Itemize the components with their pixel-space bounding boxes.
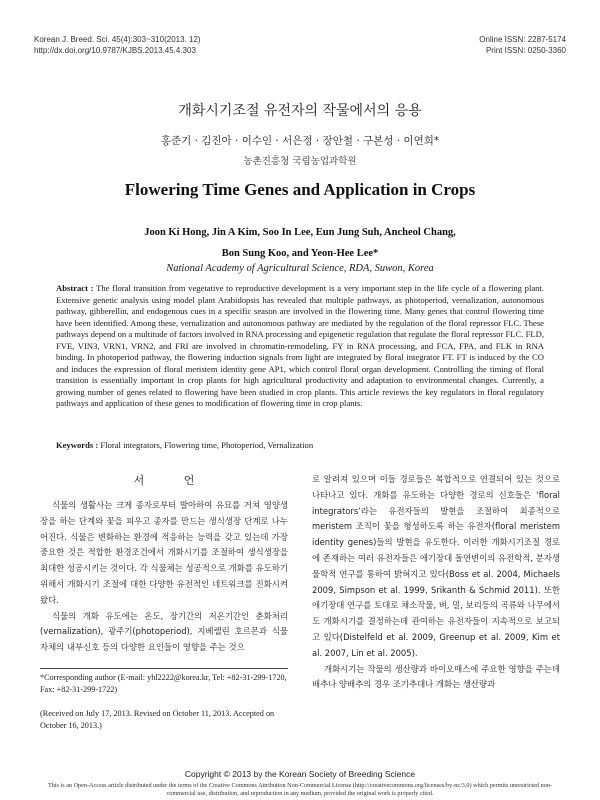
affiliation-korean: 농촌진흥청 국립농업과학원: [243, 156, 357, 167]
abstract: [56, 283, 544, 410]
issn-header: [479, 34, 566, 56]
abstract-text: The floral transition from vegetative to reproductive development is a very important step in the life cycle of a flowering plant. Extensive genetic analysis using model plant Arabidopsis has revealed that multiple pathways, as photoperiod, vernalization, autonomous pathway, gibberellin, and endogenous cues in a specific season are involved in the flowering time. Many genes that control flowering time have been identified. Among these, vernalization and autonomous pathway are mediated by the regulation of the floral repressor FLC. These pathways depend on a multitude of factors involved in RNA processing and epigenetic regulation that regulate the floral repressor FLC. FLD, FVE, VIN3, VRN1, VRN2, and FRI are involved in chromatin-remodeling, FY in RNA processing, and FCA, FPA, and FLK in RNA binding. In photoperiod pathway, the flowering induction signals from light are integrated by floral integrator FT. FT is induced by the CO and induces the expression of floral meristem identity gene AP1, which control floral organ development. Controlling the timing of floral transition is essentially important in crop plants for high agricultural productivity and adaptation to environmental changes. Currently, a growing number of genes related to flowering have been studied in crop plants. This article reviews the key regulators in floral regulatory pathways and application of these genes to modification of flowering time in crop plants.: [56, 283, 544, 408]
print-issn: Print ISSN: 0250-3360: [485, 46, 566, 55]
body-paragraph: 개화시기는 작물의 생산량과 바이오매스에 주요한 영향을 주는데 배추나 양배추의 경우 조기추대나 개화는 생산량과: [312, 663, 560, 690]
authors-korean: 홍준기 · 김진아 · 이수인 · 서은정 · 장안철 · 구본성 · 이연희*: [160, 135, 440, 147]
authors-english-line2: Bon Sung Koo, and Yeon-Hee Lee*: [221, 248, 379, 259]
right-column: [312, 472, 560, 693]
online-issn: Online ISSN: 2287-5174: [479, 35, 566, 44]
journal-header: [34, 34, 201, 56]
title-korean: 개화시기조절 유전자의 작물에서의 응용: [178, 103, 422, 119]
affiliation-english: National Academy of Agricultural Science, RDA, Suwon, Korea: [166, 263, 434, 274]
keywords-label: Keywords :: [56, 440, 99, 450]
received-dates-note: (Received on July 17, 2013. Revised on October 11, 2013. Accepted on October 16, 2013.): [40, 709, 275, 730]
license-notice: This is an Open-Access article distributed under the terms of the Creative Commons Attribution Non-Commercial License (http://creativecommons.org/licenses/by-nc/3.0) which permits unrestricted non-commercial use, distribution, and reproduction in any medium, provided the original work is properly cited.: [47, 782, 553, 797]
journal-citation: Korean J. Breed. Sci. 45(4):303~310(2013. 12): [34, 35, 201, 44]
section-heading-introduction: 서 언: [133, 474, 213, 487]
doi-link[interactable]: http://dx.doi.org/10.9787/KJBS.2013.45.4.303: [34, 46, 196, 55]
title-english: Flowering Time Genes and Application in Crops: [124, 180, 476, 199]
corresponding-author-note: *Corresponding author (E-mail: yhl2222@korea.kr, Tel: +82-31-299-1720, Fax: +82-31-299-1722): [40, 673, 287, 694]
body-paragraph: 로 알려져 있으며 이들 경로들은 복합적으로 연결되어 있는 것으로 나타나고 있다. 개화를 유도하는 다양한 경로의 신호들은 ‘floral integrators’라는 유전자들의 발현을 조절하여 최종적으로 meristem 조직이 꽃을 형성하도록 하는 유전자(floral meristem identity genes)들의 발현을 유도한다. 이러한 개화시기조절 경로에 존재하는 여러 유전자들은 애기장대 돌연변이의 유전학적, 분자생물학적 연구를 통하여 밝혀지고 있다(Boss et al. 2004, Michaels 2009, Simpson et al. 1999, Srikanth & Schmid 2011). 또한 애기장대 연구를 토대로 채소작물, 벼, 밀, 보리등의 곡류와 나무에서도 개화시기를 결정하는데 관여하는 유전자들이 지속적으로 보고되고 있다(Distelfeld et al. 2009, Greenup et al. 2009, Kim et al. 2007, Lin et al. 2005).: [312, 474, 560, 658]
body-paragraph: 식물의 생활사는 크게 종자로부터 발아하여 유묘를 거쳐 영양생장을 하는 단계와 꽃을 피우고 종자를 만드는 생식생장 단계로 나누어진다. 식물은 변화하는 환경에 적응하는 능력을 갖고 있는데 가장 중요한 것은 적합한 환경조건에서 개화시기를 조절하여 생식생장을 최대한 성공시키는 것이다. 각 식물체는 성공적으로 개화를 유도하기 위해서 개화시기 조절에 대한 다양한 유전적인 네트워크를 진화시켜왔다.: [40, 500, 288, 605]
authors-english-line1: Joon Ki Hong, Jin A Kim, Soo In Lee, Eun Jung Suh, Ancheol Chang,: [144, 227, 456, 238]
keywords: [56, 440, 544, 452]
authors-english: [0, 222, 600, 264]
copyright-notice: Copyright © 2013 by the Korean Society of Breeding Science: [184, 769, 416, 779]
body-paragraph: 식물의 개화 유도에는 온도, 장기간의 저온기간인 춘화처리(vernalization), 광주기(photoperiod), 지베렐린 호르몬과 식물 자체의 내부신호 등의 다양한 요인들이 영향을 주는 것으: [40, 610, 288, 653]
abstract-label: Abstract :: [56, 283, 94, 293]
keywords-text: Floral integrators, Flowering time, Photoperiod, Vernalization: [100, 440, 314, 450]
footnote-divider: [40, 668, 288, 669]
left-column: [40, 472, 288, 656]
